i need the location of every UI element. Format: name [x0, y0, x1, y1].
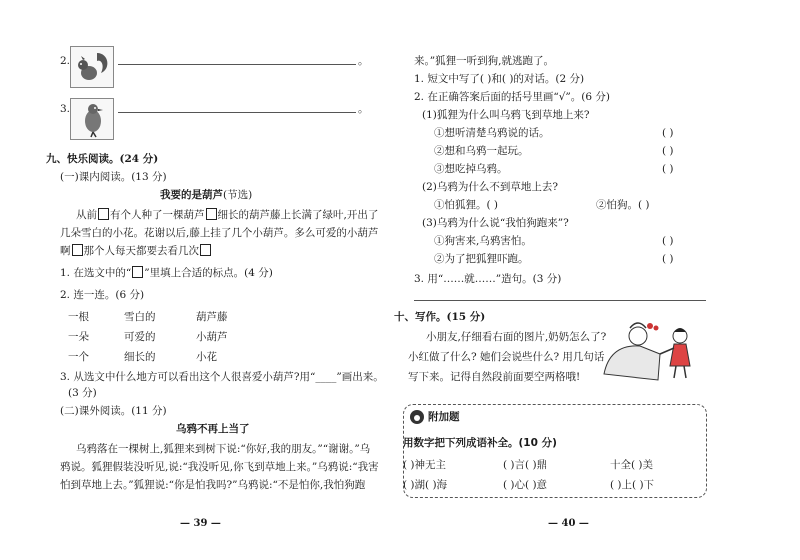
r-q3: 3. 用“……就……”造句。(3 分) [414, 273, 562, 285]
page-number-40: — 40 — [548, 518, 589, 529]
r-q2-1-opt3: ③想吃掉乌鸦。 [434, 163, 508, 175]
r-q2-1: (1)狐狸为什么叫乌鸦飞到草地上来? [422, 109, 590, 121]
r-q2-3-opt1: ①狗害来,乌鸦害怕。 [434, 235, 532, 247]
p1-a: 从前 [76, 209, 97, 221]
bird-picture [70, 98, 114, 140]
match-col1-3[interactable]: 一个 [68, 351, 89, 363]
match-col2-2[interactable]: 可爱的 [124, 331, 156, 343]
r-q2-3-paren1[interactable]: ( ) [662, 235, 674, 247]
p1-line3a: 啊 [60, 245, 71, 257]
passage1-line3 [60, 244, 212, 258]
passage2-line2: 鸦说。狐狸假装没听见,说:“我没听见,你飞到草地上来。”乌鸦说:“我害 [60, 461, 379, 473]
blank-box-4[interactable] [200, 244, 211, 256]
q3-instruction: 3. 从选文中什么地方可以看出这个人很喜爱小葫芦?用“____”画出来。 [60, 371, 384, 383]
q3-number: 3. [60, 103, 71, 115]
r-q2-3-opt2: ②为了把狐狸吓跑。 [434, 253, 529, 265]
r-q2-1-paren1[interactable]: ( ) [662, 127, 674, 139]
writing-line3: 写下来。记得自然段前面要空两格哦! [408, 371, 581, 383]
passage2-title: 乌鸦不再上当了 [176, 423, 250, 435]
q2-instruction: 2. 连一连。(6 分) [60, 289, 145, 301]
grandma-girl-illustration [600, 314, 704, 384]
match-col1-1[interactable]: 一根 [68, 311, 89, 323]
passage-continuation: 来。”狐狸一听到狗,就逃跑了。 [414, 55, 554, 67]
idiom-3[interactable]: 十全( )美 [610, 459, 654, 471]
r-q2-2-opt1[interactable]: ①怕狐狸。( ) [434, 199, 499, 211]
bonus-label: 附加题 [428, 411, 460, 423]
sub2-title: (二)课外阅读。(11 分) [60, 405, 167, 417]
writing-line1: 小朋友,仔细看右面的图片,奶奶怎么了? [426, 331, 607, 343]
answer-line-3[interactable] [118, 112, 356, 113]
p1-line3b: 那个人每天都要去看几次 [83, 245, 199, 257]
q1-a: 1. 在选文中的“ [60, 267, 132, 279]
match-col1-2[interactable]: 一朵 [68, 331, 89, 343]
p1-c: 细长的葫芦藤上长满了绿叶,开出了 [217, 209, 379, 221]
bonus-question: 用数字把下列成语补全。(10 分) [403, 437, 557, 449]
q2-period: 。 [358, 55, 369, 67]
squirrel-picture [70, 46, 114, 88]
r-q2-3: (3)乌鸦为什么说“我怕狗跑来”? [422, 217, 569, 229]
blank-box-3[interactable] [72, 244, 83, 256]
q3-score: (3 分) [68, 387, 97, 399]
r-q1: 1. 短文中写了( )和( )的对话。(2 分) [414, 73, 585, 85]
passage1-line1 [76, 208, 378, 222]
answer-line-2[interactable] [118, 64, 356, 65]
passage2-line3: 怕到草地上去。”狐狸说:“你是怕我吗?”乌鸦说:“不是怕你,我怕狗跑 [60, 479, 366, 491]
passage1-heading [160, 188, 252, 202]
match-col3-2[interactable]: 小葫芦 [196, 331, 228, 343]
match-col2-1[interactable]: 雪白的 [124, 311, 156, 323]
section-10-title: 十、写作。(15 分) [394, 311, 486, 323]
r-q2-3-paren2[interactable]: ( ) [662, 253, 674, 265]
blank-box-2[interactable] [206, 208, 217, 220]
blank-box-1[interactable] [98, 208, 109, 220]
q3-period: 。 [358, 103, 369, 115]
idiom-5[interactable]: ( )心( )意 [503, 479, 548, 491]
q1-b: ”里填上合适的标点。(4 分) [144, 267, 273, 279]
passage2-line1: 乌鸦落在一棵树上,狐狸来到树下说:“你好,我的朋友。”“谢谢。”乌 [76, 443, 371, 455]
idiom-6[interactable]: ( )上( )下 [610, 479, 655, 491]
r-q2: 2. 在正确答案后面的括号里画“√”。(6 分) [414, 91, 610, 103]
q1-instruction [60, 266, 273, 280]
r-q2-1-paren3[interactable]: ( ) [662, 163, 674, 175]
idiom-4[interactable]: ( )湖( )海 [403, 479, 448, 491]
sub1-title: (一)课内阅读。(13 分) [60, 171, 167, 183]
match-col3-1[interactable]: 葫芦藤 [196, 311, 228, 323]
bonus-icon [410, 410, 424, 424]
writing-line2: 小红做了什么? 她们会说些什么? 用几句话 [408, 351, 605, 363]
match-col2-3[interactable]: 细长的 [124, 351, 156, 363]
r-q2-1-opt2: ②想和乌鸦一起玩。 [434, 145, 529, 157]
match-col3-3[interactable]: 小花 [196, 351, 217, 363]
passage1-note: (节选) [223, 189, 253, 201]
passage1-line2: 几朵雪白的小花。花谢以后,藤上挂了几个小葫芦。多么可爱的小葫芦 [60, 227, 379, 239]
passage1-title: 我要的是葫芦 [160, 189, 223, 201]
idiom-2[interactable]: ( )言( )鼎 [503, 459, 548, 471]
r-q3-answer-line[interactable] [414, 300, 706, 301]
r-q2-2: (2)乌鸦为什么不到草地上去? [422, 181, 559, 193]
r-q2-2-opt2[interactable]: ②怕狗。( ) [596, 199, 650, 211]
idiom-1[interactable]: ( )神无主 [403, 459, 447, 471]
r-q2-1-opt1: ①想听清楚乌鸦说的话。 [434, 127, 550, 139]
r-q2-1-paren2[interactable]: ( ) [662, 145, 674, 157]
section-9-title: 九、快乐阅读。(24 分) [46, 153, 159, 165]
p1-b: 有个人种了一棵葫芦 [110, 209, 205, 221]
page-number-39: — 39 — [180, 518, 221, 529]
box-symbol [132, 266, 143, 278]
q2-number: 2. [60, 55, 71, 67]
